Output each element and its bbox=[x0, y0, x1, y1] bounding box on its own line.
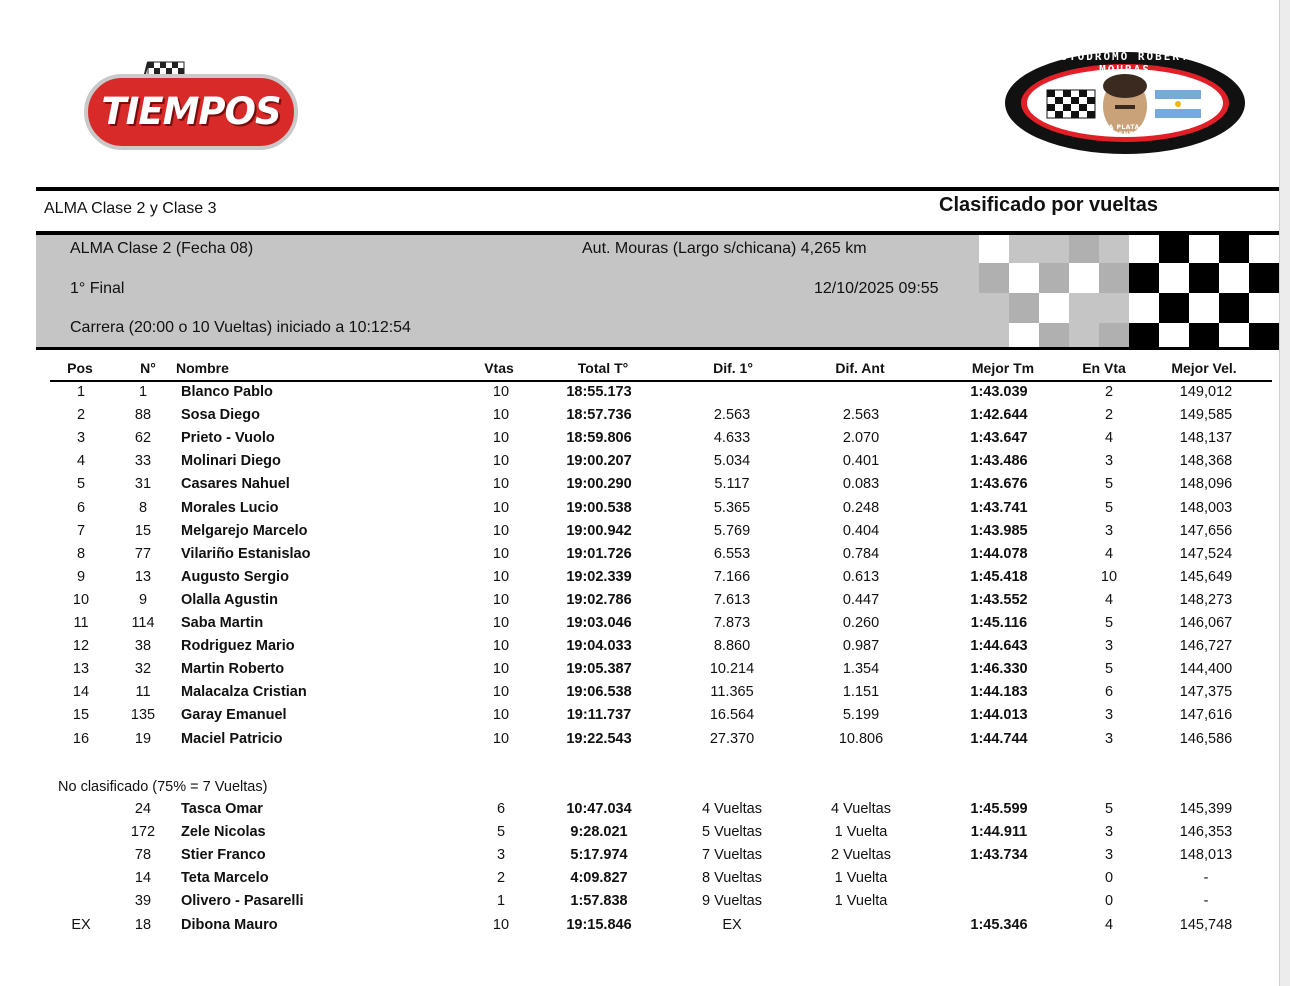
best-lap-cell: 3 bbox=[1104, 638, 1114, 655]
best-lap-cell: 3 bbox=[1104, 453, 1114, 470]
dif-prev-cell: 0.260 bbox=[842, 615, 880, 631]
best-lap-cell: 5 bbox=[1104, 615, 1114, 631]
dif-prev-cell: 1 Vuelta bbox=[834, 870, 888, 887]
driver-name-cell: Zele Nicolas bbox=[181, 824, 266, 841]
best-lap-cell: 5 bbox=[1104, 476, 1114, 493]
total-time-cell: 9:28.021 bbox=[570, 824, 628, 841]
number-cell: 9 bbox=[138, 591, 148, 608]
checker-square bbox=[1039, 263, 1069, 293]
total-time-cell: 1:57.838 bbox=[570, 893, 628, 910]
driver-name-cell: Martin Roberto bbox=[181, 661, 285, 678]
table-row-2 bbox=[0, 407, 1290, 430]
checkered-flag-icon bbox=[1047, 90, 1095, 118]
best-time-cell: 1:43.734 bbox=[970, 847, 1028, 864]
checker-square bbox=[1159, 263, 1189, 293]
pos-cell: 4 bbox=[76, 453, 86, 470]
best-speed-cell: - bbox=[1203, 870, 1209, 887]
number-cell: 88 bbox=[134, 407, 152, 424]
laps-cell: 10 bbox=[492, 430, 510, 447]
checker-square bbox=[1249, 235, 1279, 263]
best-lap-cell: 6 bbox=[1104, 684, 1114, 701]
dif-prev-cell: 2.563 bbox=[842, 407, 880, 424]
dif-prev-cell: 4 Vueltas bbox=[831, 801, 891, 817]
best-time-cell: 1:45.116 bbox=[970, 615, 1028, 631]
checker-square bbox=[1249, 263, 1279, 293]
dif-first-cell: 5.365 bbox=[713, 499, 751, 516]
total-time-cell: 19:11.737 bbox=[566, 707, 632, 724]
logo-wordmark: TIEMPOS bbox=[101, 90, 281, 133]
total-time-cell: 18:55.173 bbox=[566, 384, 632, 400]
number-cell: 114 bbox=[131, 615, 155, 631]
number-cell: 24 bbox=[134, 801, 152, 817]
dif-prev-cell: 0.613 bbox=[842, 568, 880, 585]
driver-name-cell: Vilariño Estanislao bbox=[181, 545, 311, 562]
dif-prev-cell: 2.070 bbox=[842, 430, 880, 447]
checker-square bbox=[1249, 323, 1279, 348]
table-row-14 bbox=[0, 684, 1290, 707]
not-classified-row-3 bbox=[0, 847, 1290, 870]
best-lap-cell: 4 bbox=[1104, 916, 1114, 933]
total-time-cell: 5:17.974 bbox=[570, 847, 628, 864]
dif-prev-cell: 0.987 bbox=[842, 638, 880, 655]
dif-first-cell: 7.873 bbox=[713, 615, 751, 631]
checker-square bbox=[1039, 323, 1069, 348]
total-time-cell: 19:02.786 bbox=[566, 591, 632, 608]
best-time-cell: 1:43.647 bbox=[970, 430, 1028, 447]
table-row-3 bbox=[0, 430, 1290, 453]
number-cell: 13 bbox=[134, 568, 152, 585]
driver-name-cell: Augusto Sergio bbox=[181, 568, 289, 585]
best-time-cell: 1:43.676 bbox=[970, 476, 1028, 493]
best-lap-cell: 0 bbox=[1104, 893, 1114, 910]
dif-first-cell: 7.613 bbox=[713, 591, 751, 608]
best-speed-cell: 148,096 bbox=[1179, 476, 1233, 493]
checker-square bbox=[1219, 293, 1249, 323]
number-cell: 19 bbox=[134, 730, 152, 747]
dif-first-cell: 16.564 bbox=[709, 707, 755, 724]
driver-name-cell: Casares Nahuel bbox=[181, 476, 290, 493]
pos-cell: 16 bbox=[72, 730, 90, 747]
pos-cell: 9 bbox=[76, 568, 86, 585]
best-speed-cell: 146,353 bbox=[1179, 824, 1233, 841]
total-time-cell: 19:00.207 bbox=[566, 453, 632, 470]
pos-cell: 13 bbox=[72, 661, 90, 678]
best-speed-cell: 145,399 bbox=[1179, 801, 1233, 817]
col-dif1: Dif. 1° bbox=[713, 360, 753, 376]
dif-first-cell: 5.769 bbox=[713, 522, 751, 539]
best-speed-cell: 147,375 bbox=[1179, 684, 1233, 701]
table-header-rule bbox=[50, 380, 1272, 382]
dif-first-cell: 8.860 bbox=[713, 638, 751, 655]
checker-square bbox=[1069, 235, 1099, 263]
checker-square bbox=[1189, 323, 1219, 348]
dif-prev-cell: 5.199 bbox=[842, 707, 880, 724]
number-cell: 18 bbox=[134, 916, 152, 933]
best-speed-cell: 146,067 bbox=[1179, 615, 1233, 631]
dif-prev-cell: 0.447 bbox=[842, 591, 880, 608]
sort-title: Clasificado por vueltas bbox=[939, 194, 1158, 216]
number-cell: 135 bbox=[130, 707, 156, 724]
dif-first-cell: 4 Vueltas bbox=[702, 801, 762, 817]
dif-prev-cell: 0.401 bbox=[842, 453, 880, 470]
table-row-5 bbox=[0, 476, 1290, 499]
number-cell: 8 bbox=[138, 499, 148, 516]
driver-name-cell: Teta Marcelo bbox=[181, 870, 269, 887]
dif-first-cell: 11.365 bbox=[710, 684, 754, 701]
dif-first-cell: 5 Vueltas bbox=[702, 824, 762, 841]
driver-name-cell: Dibona Mauro bbox=[181, 916, 278, 933]
driver-name-cell: Molinari Diego bbox=[181, 453, 281, 470]
best-time-cell: 1:44.078 bbox=[970, 545, 1028, 562]
dif-prev-cell: 2 Vueltas bbox=[831, 847, 891, 864]
dif-first-cell: 7.166 bbox=[713, 568, 751, 585]
laps-cell: 10 bbox=[492, 707, 510, 724]
total-time-cell: 19:02.339 bbox=[566, 568, 632, 585]
total-time-cell: 10:47.034 bbox=[566, 801, 632, 817]
best-speed-cell: 149,012 bbox=[1179, 384, 1233, 400]
col-pos: Pos bbox=[67, 360, 93, 376]
checker-square bbox=[1189, 235, 1219, 263]
dif-prev-cell: 0.784 bbox=[842, 545, 880, 562]
checker-square bbox=[1039, 293, 1069, 323]
best-time-cell: 1:43.985 bbox=[970, 522, 1028, 539]
col-total: Total T° bbox=[577, 360, 629, 376]
checker-square bbox=[1009, 293, 1039, 323]
best-speed-cell: 148,368 bbox=[1179, 453, 1233, 470]
total-time-cell: 19:03.046 bbox=[566, 615, 632, 631]
checker-square bbox=[1249, 293, 1279, 323]
number-cell: 172 bbox=[130, 824, 156, 841]
not-classified-row-1 bbox=[0, 801, 1290, 824]
laps-cell: 6 bbox=[496, 801, 506, 817]
number-cell: 32 bbox=[134, 661, 152, 678]
best-time-cell: 1:44.643 bbox=[970, 638, 1028, 655]
table-row-6 bbox=[0, 500, 1290, 523]
dif-first-cell: 9 Vueltas bbox=[702, 893, 762, 910]
pos-cell: 6 bbox=[76, 499, 86, 516]
checker-square bbox=[1159, 293, 1189, 323]
checker-square bbox=[1099, 263, 1129, 293]
table-row-1 bbox=[0, 384, 1290, 407]
not-classified-row-6 bbox=[0, 917, 1290, 940]
total-time-cell: 4:09.827 bbox=[570, 870, 628, 887]
laps-cell: 10 bbox=[492, 407, 510, 424]
checker-square bbox=[1129, 293, 1159, 323]
best-time-cell: 1:43.741 bbox=[970, 499, 1028, 516]
table-row-9 bbox=[0, 569, 1290, 592]
number-cell: 1 bbox=[138, 384, 148, 400]
dif-prev-cell: 1.354 bbox=[842, 661, 880, 678]
best-speed-cell: 148,137 bbox=[1179, 430, 1233, 447]
autodromo-top-text: AUTODROMO ROBERTO MOURAS bbox=[1051, 50, 1199, 76]
race-info: Carrera (20:00 o 10 Vueltas) iniciado a 10:12:54 bbox=[70, 319, 411, 336]
not-classified-row-5 bbox=[0, 893, 1290, 916]
driver-name-cell: Morales Lucio bbox=[181, 499, 279, 516]
best-speed-cell: 144,400 bbox=[1179, 661, 1233, 678]
best-lap-cell: 2 bbox=[1104, 384, 1114, 400]
dif-first-cell: 6.553 bbox=[713, 545, 751, 562]
driver-name-cell: Garay Emanuel bbox=[181, 707, 287, 724]
checker-square bbox=[1009, 263, 1039, 293]
total-time-cell: 19:01.726 bbox=[566, 545, 632, 562]
number-cell: 33 bbox=[134, 453, 152, 470]
driver-name-cell: Malacalza Cristian bbox=[181, 684, 307, 701]
table-row-15 bbox=[0, 707, 1290, 730]
total-time-cell: 19:04.033 bbox=[566, 638, 632, 655]
best-lap-cell: 3 bbox=[1104, 847, 1114, 864]
total-time-cell: 19:00.942 bbox=[566, 522, 632, 539]
col-lap: En Vta bbox=[1082, 360, 1126, 376]
best-speed-cell: - bbox=[1203, 893, 1209, 910]
total-time-cell: 19:00.538 bbox=[566, 499, 632, 516]
checker-square bbox=[1219, 263, 1249, 293]
dif-prev-cell: 0.083 bbox=[842, 476, 880, 493]
laps-cell: 10 bbox=[492, 615, 510, 631]
pos-cell: 2 bbox=[76, 407, 86, 424]
col-speed: Mejor Vel. bbox=[1171, 360, 1237, 376]
header-rule bbox=[36, 187, 1279, 191]
checker-square bbox=[1129, 323, 1159, 348]
laps-cell: 10 bbox=[492, 591, 510, 608]
pos-cell: 11 bbox=[73, 615, 89, 631]
dif-first-cell: 5.117 bbox=[714, 476, 750, 493]
pos-cell: 5 bbox=[76, 476, 86, 493]
laps-cell: 10 bbox=[492, 661, 510, 678]
driver-name-cell: Stier Franco bbox=[181, 847, 266, 864]
not-classified-label: No clasificado (75% = 7 Vueltas) bbox=[58, 779, 268, 795]
col-number: N° bbox=[140, 360, 156, 376]
best-time-cell: 1:44.183 bbox=[970, 684, 1028, 701]
driver-name-cell: Prieto - Vuolo bbox=[181, 430, 275, 447]
event-name: ALMA Clase 2 (Fecha 08) bbox=[70, 240, 254, 257]
pos-cell: 1 bbox=[76, 384, 86, 400]
total-time-cell: 18:59.806 bbox=[566, 430, 632, 447]
checker-square bbox=[1189, 293, 1219, 323]
best-time-cell: 1:45.346 bbox=[970, 916, 1028, 933]
table-row-12 bbox=[0, 638, 1290, 661]
number-cell: 15 bbox=[134, 522, 152, 539]
dif-first-cell: 7 Vueltas bbox=[702, 847, 762, 864]
col-difant: Dif. Ant bbox=[835, 360, 885, 376]
laps-cell: 10 bbox=[492, 916, 510, 933]
best-time-cell: 1:44.744 bbox=[970, 730, 1028, 747]
col-name: Nombre bbox=[176, 360, 229, 376]
checker-square bbox=[979, 263, 1009, 293]
table-row-10 bbox=[0, 592, 1290, 615]
driver-name-cell: Sosa Diego bbox=[181, 407, 260, 424]
best-time-cell: 1:44.911 bbox=[970, 824, 1028, 841]
best-speed-cell: 145,748 bbox=[1179, 916, 1233, 933]
laps-cell: 10 bbox=[492, 638, 510, 655]
best-speed-cell: 147,616 bbox=[1179, 707, 1233, 724]
pos-cell: 15 bbox=[72, 707, 90, 724]
table-row-4 bbox=[0, 453, 1290, 476]
checker-square bbox=[1069, 263, 1099, 293]
checker-square bbox=[1099, 323, 1129, 348]
driver-name-cell: Maciel Patricio bbox=[181, 730, 283, 747]
best-speed-cell: 146,586 bbox=[1179, 730, 1233, 747]
laps-cell: 10 bbox=[492, 476, 510, 493]
best-lap-cell: 2 bbox=[1104, 407, 1114, 424]
best-time-cell: 1:44.013 bbox=[970, 707, 1028, 724]
band-rule bbox=[36, 347, 1279, 350]
pos-cell: 7 bbox=[76, 522, 86, 539]
dif-prev-cell: 10.806 bbox=[838, 730, 884, 747]
number-cell: 31 bbox=[134, 476, 152, 493]
best-lap-cell: 4 bbox=[1104, 591, 1114, 608]
checker-square bbox=[1009, 323, 1039, 348]
laps-cell: 10 bbox=[492, 730, 510, 747]
col-laps: Vtas bbox=[484, 360, 514, 376]
best-speed-cell: 146,727 bbox=[1179, 638, 1233, 655]
number-cell: 77 bbox=[134, 545, 152, 562]
laps-cell: 5 bbox=[496, 824, 506, 841]
total-time-cell: 19:05.387 bbox=[566, 661, 632, 678]
dif-first-cell: 2.563 bbox=[713, 407, 751, 424]
total-time-cell: 18:57.736 bbox=[566, 407, 632, 424]
dif-first-cell: 8 Vueltas bbox=[702, 870, 762, 887]
table-row-11 bbox=[0, 615, 1290, 638]
driver-name-cell: Blanco Pablo bbox=[181, 384, 273, 400]
best-lap-cell: 5 bbox=[1104, 801, 1114, 817]
number-cell: 62 bbox=[134, 430, 152, 447]
best-lap-cell: 5 bbox=[1104, 661, 1114, 678]
dif-prev-cell: 0.248 bbox=[842, 499, 880, 516]
laps-cell: 3 bbox=[496, 847, 506, 864]
dif-first-cell: 4.633 bbox=[713, 430, 751, 447]
checker-square bbox=[1159, 323, 1189, 348]
best-time-cell: 1:43.552 bbox=[970, 591, 1028, 608]
dif-first-cell: EX bbox=[722, 916, 742, 933]
checker-square bbox=[979, 235, 1009, 263]
best-lap-cell: 5 bbox=[1104, 499, 1114, 516]
laps-cell: 2 bbox=[496, 870, 506, 887]
driver-name-cell: Melgarejo Marcelo bbox=[181, 522, 308, 539]
total-time-cell: 19:22.543 bbox=[566, 730, 632, 747]
driver-name-cell: Olalla Agustin bbox=[181, 591, 278, 608]
argentina-flag-icon bbox=[1155, 90, 1201, 118]
driver-name-cell: Rodriguez Mario bbox=[181, 638, 295, 655]
best-speed-cell: 147,524 bbox=[1179, 545, 1233, 562]
category-title: ALMA Clase 2 y Clase 3 bbox=[44, 200, 217, 217]
dif-first-cell: 10.214 bbox=[709, 661, 755, 678]
pos-cell: 12 bbox=[72, 638, 90, 655]
number-cell: 39 bbox=[134, 893, 152, 910]
checker-square bbox=[1129, 263, 1159, 293]
total-time-cell: 19:15.846 bbox=[566, 916, 632, 933]
not-classified-row-4 bbox=[0, 870, 1290, 893]
dif-prev-cell: 1.151 bbox=[842, 684, 880, 701]
dif-prev-cell: 1 Vuelta bbox=[834, 824, 888, 841]
laps-cell: 10 bbox=[492, 453, 510, 470]
best-time-cell: 1:45.599 bbox=[970, 801, 1028, 817]
checker-square bbox=[1129, 235, 1159, 263]
not-classified-row-2 bbox=[0, 824, 1290, 847]
best-lap-cell: 4 bbox=[1104, 430, 1114, 447]
best-time-cell: 1:45.418 bbox=[970, 568, 1028, 585]
pos-cell: EX bbox=[71, 916, 91, 933]
number-cell: 38 bbox=[134, 638, 152, 655]
best-lap-cell: 0 bbox=[1104, 870, 1114, 887]
best-speed-cell: 148,003 bbox=[1179, 499, 1233, 516]
dif-prev-cell: 0.404 bbox=[842, 522, 880, 539]
laps-cell: 1 bbox=[496, 893, 506, 910]
driver-name-cell: Tasca Omar bbox=[181, 801, 263, 817]
best-lap-cell: 4 bbox=[1104, 545, 1114, 562]
best-speed-cell: 148,013 bbox=[1179, 847, 1233, 864]
best-time-cell: 1:43.486 bbox=[970, 453, 1028, 470]
best-lap-cell: 3 bbox=[1104, 522, 1114, 539]
best-speed-cell: 149,585 bbox=[1179, 407, 1233, 424]
autodromo-bottom-text: CIUDAD DE LA PLATA - REPUBLICA ARGENTINA bbox=[1060, 124, 1190, 138]
pos-cell: 8 bbox=[76, 545, 86, 562]
pos-cell: 3 bbox=[76, 430, 86, 447]
best-time-cell: 1:42.644 bbox=[970, 407, 1028, 424]
table-row-13 bbox=[0, 661, 1290, 684]
dif-first-cell: 5.034 bbox=[713, 453, 751, 470]
checker-square bbox=[1189, 263, 1219, 293]
checker-square bbox=[1159, 235, 1189, 263]
best-lap-cell: 3 bbox=[1104, 730, 1114, 747]
laps-cell: 10 bbox=[492, 684, 510, 701]
total-time-cell: 19:00.290 bbox=[566, 476, 632, 493]
driver-name-cell: Saba Martin bbox=[181, 615, 264, 631]
checker-square bbox=[1219, 235, 1249, 263]
best-time-cell: 1:43.039 bbox=[970, 384, 1028, 400]
tiempos-logo bbox=[84, 58, 304, 154]
total-time-cell: 19:06.538 bbox=[566, 684, 632, 701]
number-cell: 11 bbox=[135, 684, 151, 701]
best-lap-cell: 3 bbox=[1104, 824, 1114, 841]
laps-cell: 10 bbox=[492, 568, 510, 585]
laps-cell: 10 bbox=[492, 384, 510, 400]
dif-prev-cell: 1 Vuelta bbox=[834, 893, 888, 910]
best-speed-cell: 147,656 bbox=[1179, 522, 1233, 539]
number-cell: 14 bbox=[134, 870, 152, 887]
best-lap-cell: 10 bbox=[1100, 568, 1118, 585]
best-lap-cell: 3 bbox=[1104, 707, 1114, 724]
autodromo-logo bbox=[1003, 50, 1247, 156]
session-datetime: 12/10/2025 09:55 bbox=[814, 280, 939, 297]
table-row-7 bbox=[0, 523, 1290, 546]
laps-cell: 10 bbox=[492, 522, 510, 539]
session-name: 1° Final bbox=[70, 280, 125, 297]
pos-cell: 10 bbox=[72, 591, 90, 608]
best-speed-cell: 148,273 bbox=[1179, 591, 1233, 608]
laps-cell: 10 bbox=[492, 545, 510, 562]
circuit-name: Aut. Mouras (Largo s/chicana) 4,265 km bbox=[582, 240, 867, 257]
best-time-cell: 1:46.330 bbox=[970, 661, 1028, 678]
pos-cell: 14 bbox=[72, 684, 90, 701]
col-best: Mejor Tm bbox=[971, 360, 1035, 376]
checker-square bbox=[1219, 323, 1249, 348]
laps-cell: 10 bbox=[492, 499, 510, 516]
driver-name-cell: Olivero - Pasarelli bbox=[181, 893, 304, 910]
table-row-16 bbox=[0, 731, 1290, 754]
dif-first-cell: 27.370 bbox=[709, 730, 755, 747]
table-row-8 bbox=[0, 546, 1290, 569]
number-cell: 78 bbox=[134, 847, 152, 864]
best-speed-cell: 145,649 bbox=[1179, 568, 1233, 585]
